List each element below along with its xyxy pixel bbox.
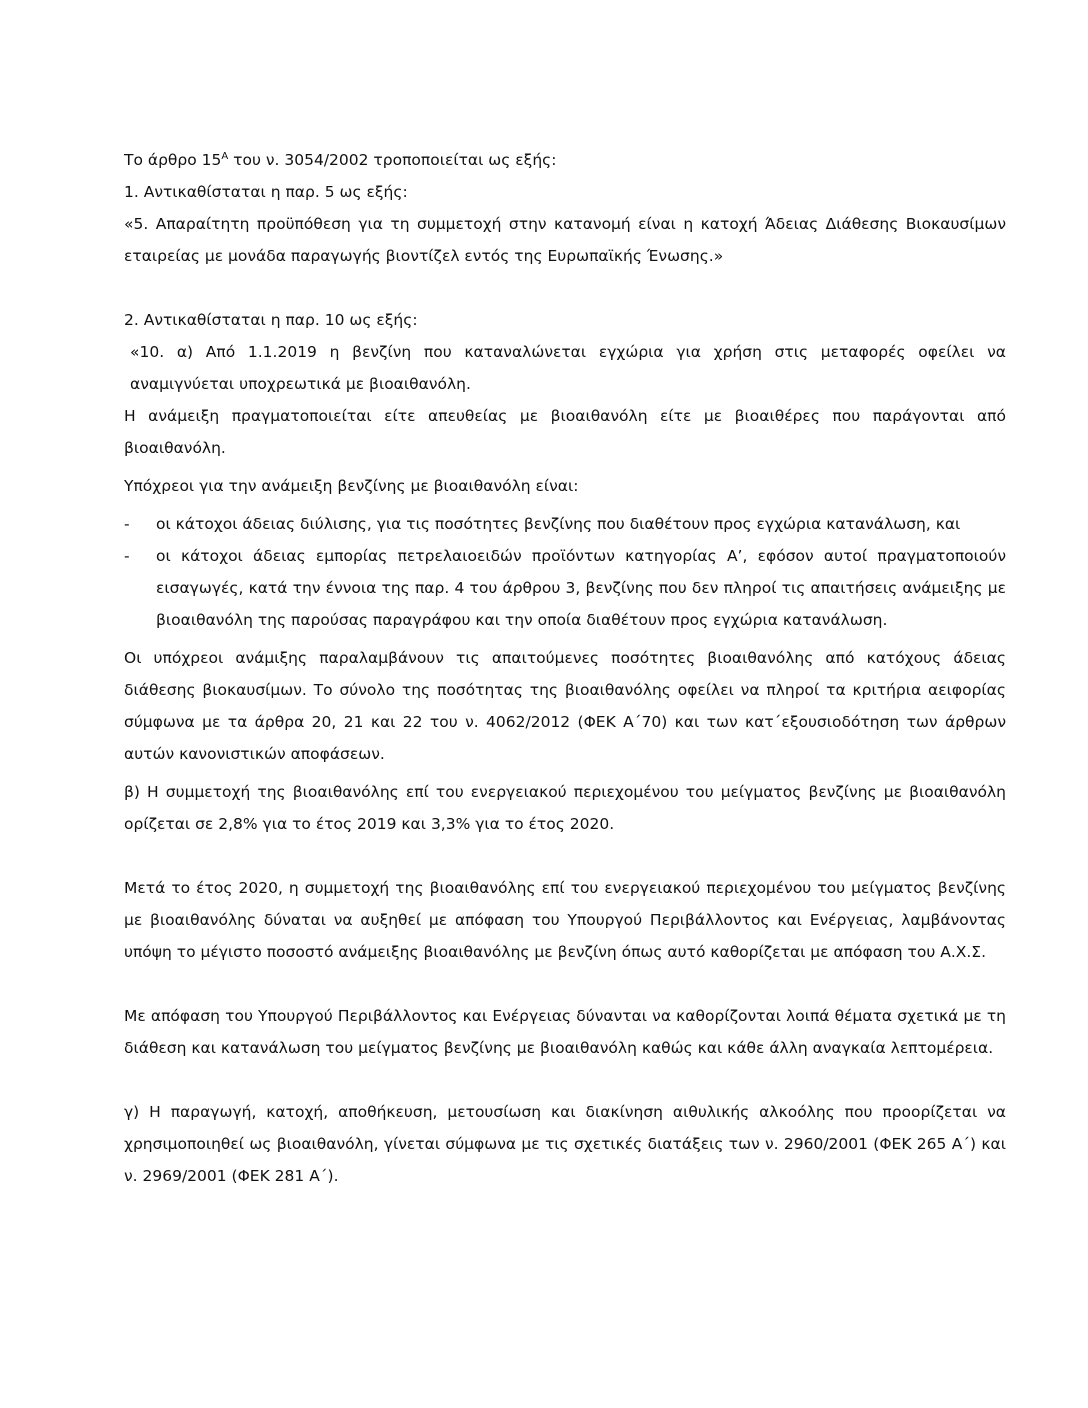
item-2: 2. Αντικαθίσταται η παρ. 10 ως εξής: (124, 311, 418, 329)
after-2020-text: Μετά το έτος 2020, η συμμετοχή της βιοαιθανόλης επί του ενεργειακού περιεχομένου του μείγματος βενζίνης με βιοαιθανόλης δύναται να αυξηθεί με απόφαση του Υπουργού Περιβάλλοντος και Ενέργειας, λαμβάνοντας υπόψη το μέγιστο ποσοστό ανάμειξης βιοαιθανόλης με βενζίνη όπως αυτό καθορίζεται με απόφαση του Α.Χ.Σ. (124, 879, 1006, 961)
bullet-text: οι κάτοχοι άδειας διύλισης, για τις ποσότητες βενζίνης που διαθέτουν προς εγχώρια κατανάλωση, και (156, 515, 961, 533)
paragraph-5-text: «5. Απαραίτητη προϋπόθεση για τη συμμετοχή στην κατανομή είναι η κατοχή Άδειας Διάθεσης Βιοκαυσίμων εταιρείας με μονάδα παραγωγής βιοντίζελ εντός της Ευρωπαϊκής Ένωσης.» (124, 215, 1006, 265)
decision-text: Με απόφαση του Υπουργού Περιβάλλοντος και Ενέργειας δύνανται να καθορίζονται λοιπά θέματα σχετικά με τη διάθεση και κατανάλωση του μείγματος βενζίνης με βιοαιθανόλη καθώς και κάθε άλλη αναγκαία λεπτομέρεια. (124, 1007, 1006, 1057)
receive-text: Οι υπόχρεοι ανάμιξης παραλαμβάνουν τις απαιτούμενες ποσότητες βιοαιθανόλης από κατόχους άδειας διάθεσης βιοκαυσίμων. Το σύνολο της ποσότητας της βιοαιθανόλης οφείλει να πληροί τα κριτήρια αειφορίας σύμφωνα με τα άρθρα 20, 21 και 22 του ν. 4062/2012 (ΦΕΚ Α΄70) και των κατ΄εξουσιοδότηση των άρθρων αυτών κανονιστικών αποφάσεων. (124, 649, 1006, 763)
paragraph-c-text: γ) Η παραγωγή, κατοχή, αποθήκευση, μετουσίωση και διακίνηση αιθυλικής αλκοόλης που προορίζεται να χρησιμοποιηθεί ως βιοαιθανόλη, γίνεται σύμφωνα με τις σχετικές διατάξεις των ν. 2960/2001 (ΦΕΚ 265 Α΄) και ν. 2969/2001 (ΦΕΚ 281 Α΄). (124, 1103, 1006, 1185)
paragraph-10a-text: «10. α) Από 1.1.2019 η βενζίνη που καταναλώνεται εγχώρια για χρήση στις μεταφορές οφείλει να αναμιγνύεται υποχρεωτικά με βιοαιθανόλη. (130, 343, 1006, 393)
bullet-dash: - (124, 515, 130, 533)
mixing-text: Η ανάμειξη πραγματοποιείται είτε απευθείας με βιοαιθανόλη είτε με βιοαιθέρες που παράγονται από βιοαιθανόλη. (124, 407, 1006, 457)
bullet-text: οι κάτοχοι άδειας εμπορίας πετρελαιοειδών προϊόντων κατηγορίας Α’, εφόσον αυτοί πραγματοποιούν εισαγωγές, κατά την έννοια της παρ. 4 του άρθρου 3, βενζίνης που δεν πληροί τις απαιτήσεις ανάμειξης με βιοαιθανόλη της παρούσας παραγράφου και την οποία διαθέτουν προς εγχώρια κατανάλωση. (156, 547, 1006, 629)
item-1: 1. Αντικαθίσταται η παρ. 5 ως εξής: (124, 183, 408, 201)
list-item (124, 508, 1006, 540)
obliged-intro: Υπόχρεοι για την ανάμειξη βενζίνης με βιοαιθανόλη είναι: (124, 477, 579, 495)
bullet-dash: - (124, 547, 130, 565)
paragraph-b-text: β) Η συμμετοχή της βιοαιθανόλης επί του ενεργειακού περιεχομένου του μείγματος βενζίνης με βιοαιθανόλη ορίζεται σε 2,8% για το έτος 2019 και 3,3% για το έτος 2020. (124, 783, 1006, 833)
list-item (124, 540, 1006, 636)
document-page (124, 144, 1006, 1192)
superscript-letter: Α (221, 150, 229, 162)
article-heading: Το άρθρο $15^A$ του ν. 3054/2002 τροποποιείται ως εξής: (124, 150, 557, 169)
